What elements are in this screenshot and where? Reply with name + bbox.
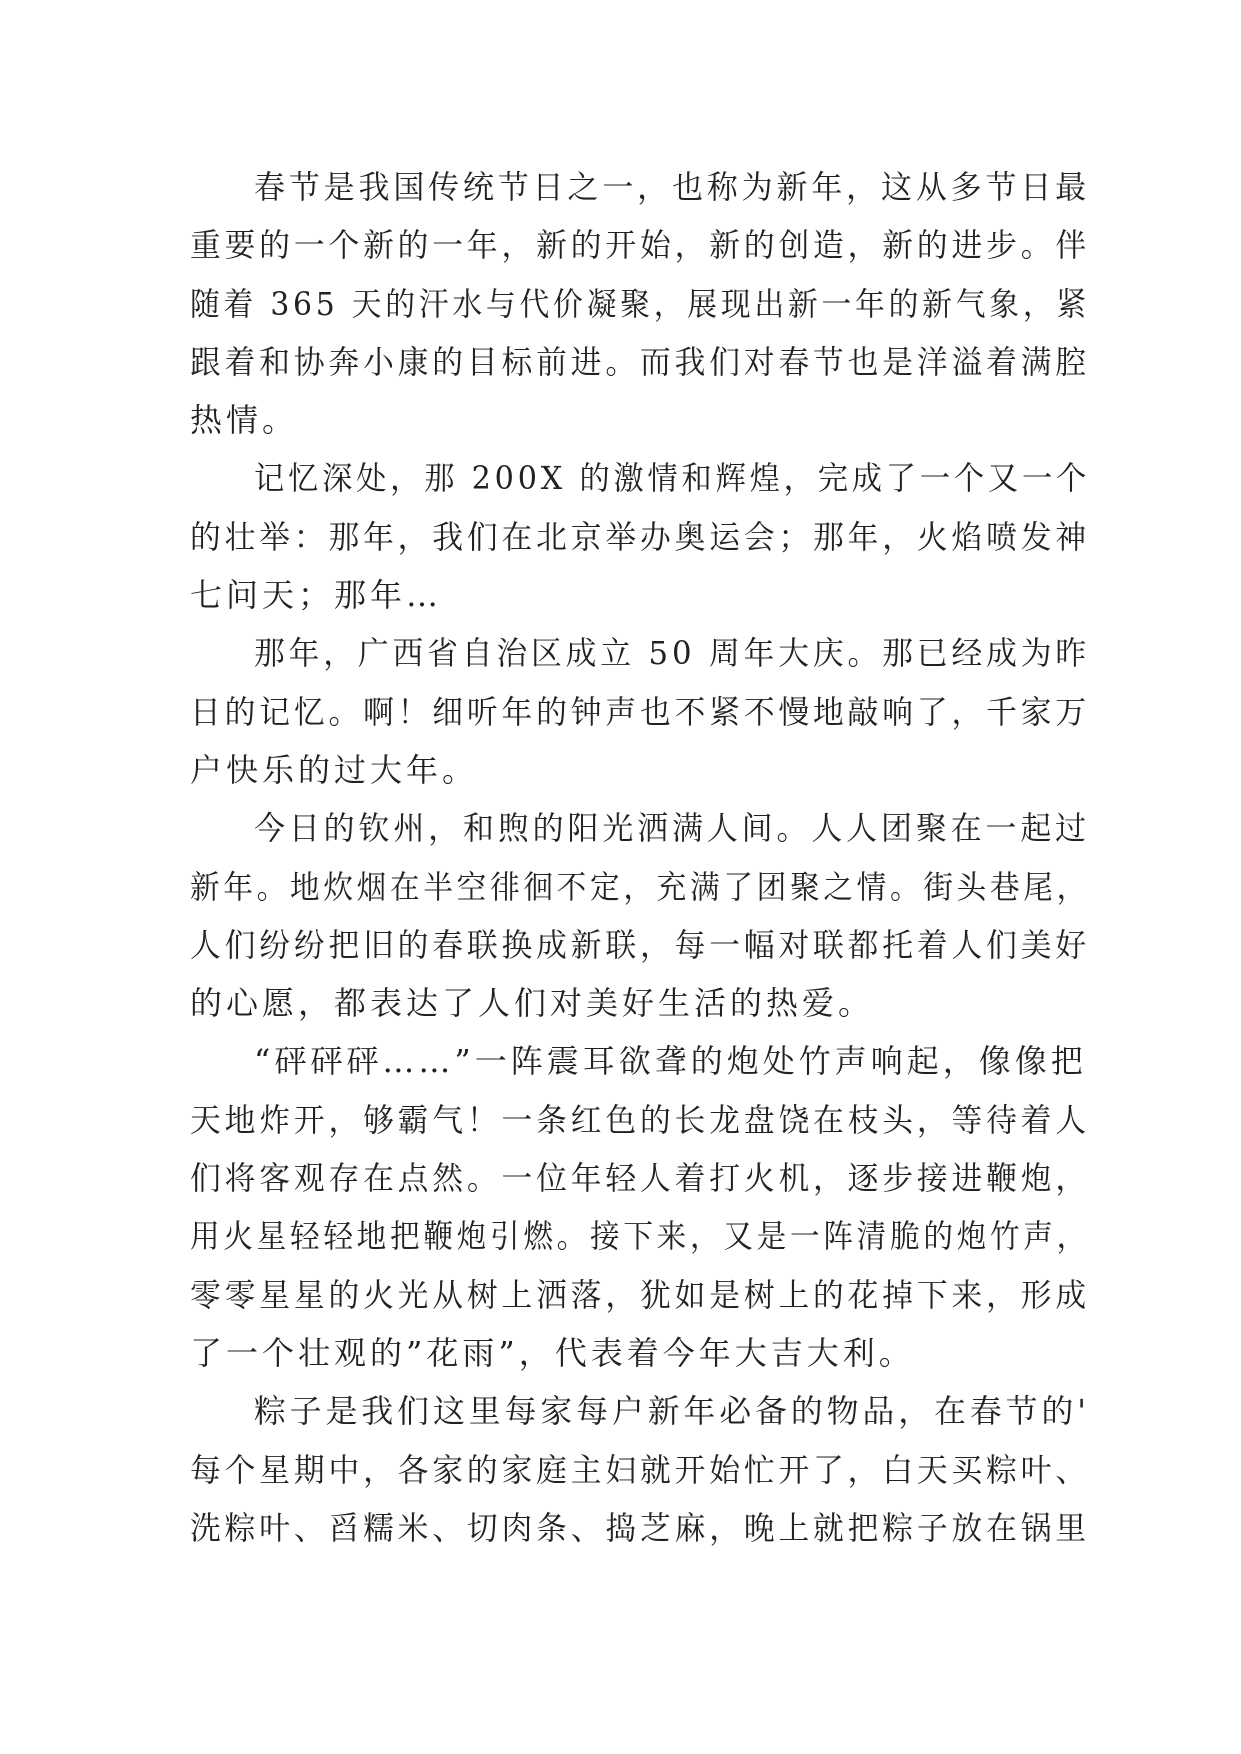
text-line: 热情。 bbox=[190, 401, 299, 440]
text-line: 随着 365 天的汗水与代价凝聚，展现出新一年的新气象，紧 bbox=[190, 284, 1090, 323]
text-line: 重要的一个新的一年，新的开始，新的创造，新的进步。伴 bbox=[190, 226, 1090, 265]
text-line: 天地炸开，够霸气！一条红色的长龙盘饶在枝头，等待着人 bbox=[190, 1100, 1090, 1139]
text-line: 每个星期中，各家的家庭主妇就开始忙开了，白天买粽叶、 bbox=[190, 1450, 1090, 1489]
text-line: 七问天；那年… bbox=[190, 576, 443, 615]
text-line: 户快乐的过大年。 bbox=[190, 750, 479, 789]
document-body bbox=[190, 158, 1090, 1557]
text-line: 人们纷纷把旧的春联换成新联，每一幅对联都托着人们美好 bbox=[190, 925, 1090, 964]
text-line: 那年，广西省自治区成立 50 周年大庆。那已经成为昨 bbox=[254, 634, 1090, 673]
text-line: 日的记忆。啊！细听年的钟声也不紧不慢地敲响了，千家万 bbox=[190, 692, 1090, 731]
text-line: 用火星轻轻地把鞭炮引燃。接下来，又是一阵清脆的炮竹声， bbox=[190, 1217, 1090, 1256]
text-line: 跟着和协奔小康的目标前进。而我们对春节也是洋溢着满腔 bbox=[190, 342, 1090, 381]
text-line: 的壮举：那年，我们在北京举办奥运会；那年，火焰喷发神 bbox=[190, 517, 1090, 556]
text-line: 了一个壮观的”花雨”，代表着今年大吉大利。 bbox=[190, 1333, 915, 1372]
text-line: 零零星星的火光从树上洒落，犹如是树上的花掉下来，形成 bbox=[190, 1275, 1090, 1314]
text-line: 新年。地炊烟在半空徘徊不定，充满了团聚之情。街头巷尾， bbox=[190, 867, 1090, 906]
text-line: 记忆深处，那 200X 的激情和辉煌，完成了一个又一个 bbox=[254, 459, 1091, 498]
text-line: 粽子是我们这里每家每户新年必备的物品，在春节的' bbox=[254, 1392, 1091, 1431]
text-line: 今日的钦州，和煦的阳光洒满人间。人人团聚在一起过 bbox=[254, 809, 1091, 848]
text-line: 们将客观存在点然。一位年轻人着打火机，逐步接进鞭炮， bbox=[190, 1159, 1090, 1198]
text-line: 春节是我国传统节日之一，也称为新年，这从多节日最 bbox=[254, 168, 1091, 206]
text-line: 洗粽叶、舀糯米、切肉条、捣芝麻，晚上就把粽子放在锅里 bbox=[190, 1508, 1090, 1547]
text-line: “砰砰砰……”一阵震耳欲聋的炮处竹声响起，像像把 bbox=[254, 1042, 1087, 1081]
text-line: 的心愿，都表达了人们对美好生活的热爱。 bbox=[190, 984, 875, 1023]
